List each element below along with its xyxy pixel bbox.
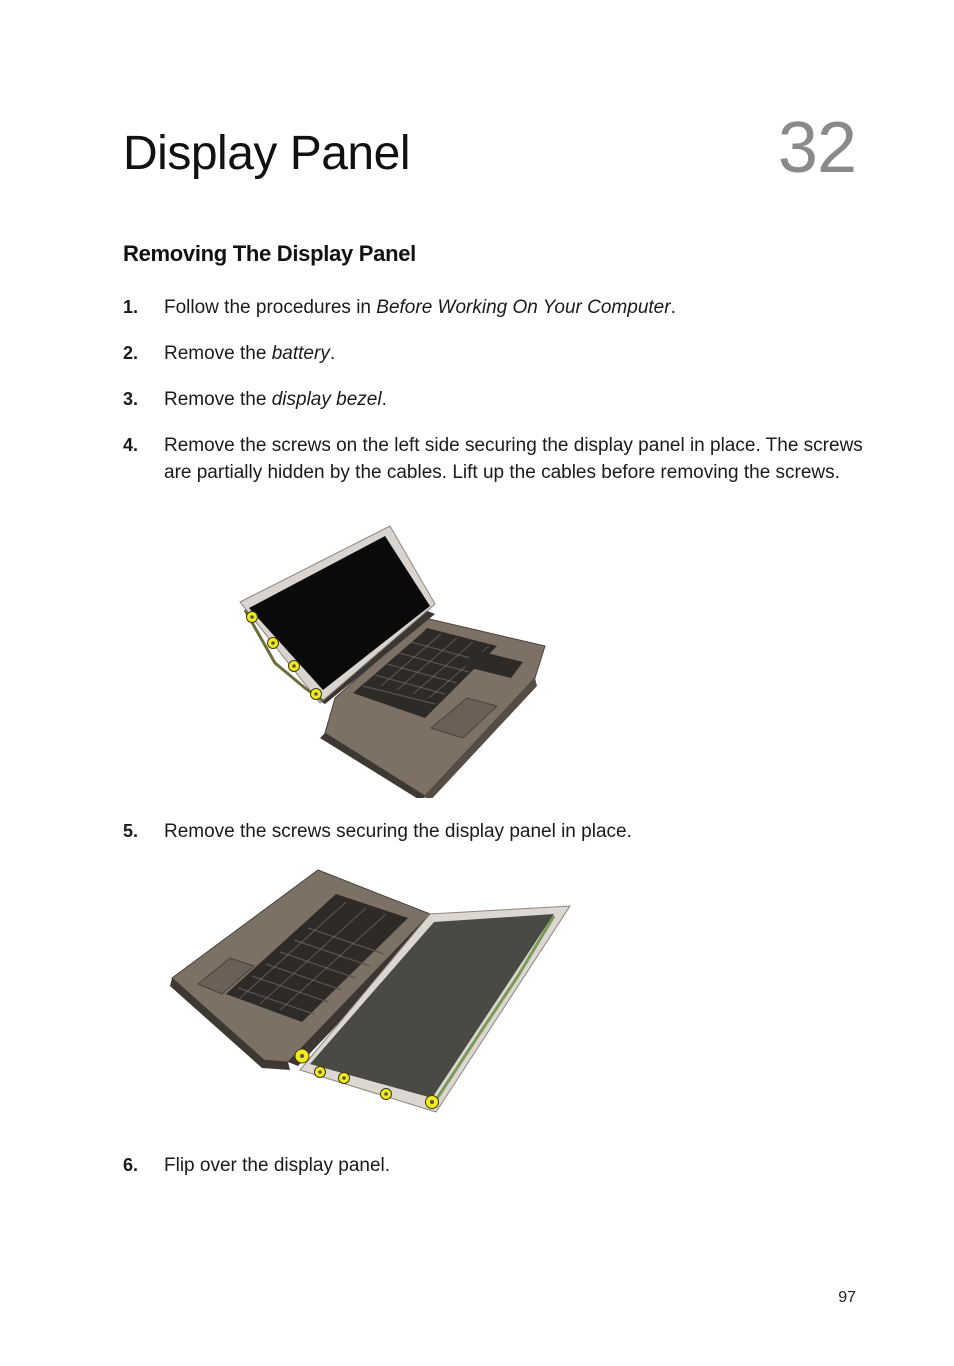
- step-number: 5.: [123, 821, 139, 841]
- page-number: 97: [838, 1289, 856, 1306]
- step-number: 2.: [123, 343, 139, 363]
- step-number: 1.: [123, 297, 139, 317]
- section-title: Removing The Display Panel: [123, 241, 416, 266]
- chapter-title: Display Panel: [123, 127, 410, 180]
- laptop-panel-flat-illustration: [168, 866, 578, 1118]
- step-text: Remove the display bezel.: [164, 389, 387, 410]
- step-number: 6.: [123, 1155, 139, 1175]
- step-number: 4.: [123, 435, 139, 455]
- step-text: Remove the screws securing the display panel in place.: [164, 821, 632, 842]
- cross-reference-link[interactable]: Before Working On Your Computer: [376, 297, 671, 318]
- step-text: Follow the procedures in Before Working On Your Computer.: [164, 297, 676, 318]
- step-text: Flip over the display panel.: [164, 1155, 391, 1176]
- step-text: Remove the battery.: [164, 343, 336, 364]
- step-number: 3.: [123, 389, 139, 409]
- laptop-panel-flat-screws-photo: [168, 866, 578, 1118]
- laptop-open-screws-left-photo: [235, 518, 550, 798]
- chapter-number: 32: [777, 108, 856, 188]
- cross-reference-link[interactable]: battery: [271, 343, 330, 364]
- laptop-open-illustration: [235, 518, 550, 798]
- step-text: Remove the screws on the left side securing the display panel in place. The screws are partially hidden by the cables. Lift up the cables before removing the screws.: [164, 435, 863, 483]
- cross-reference-link[interactable]: display bezel: [271, 389, 382, 410]
